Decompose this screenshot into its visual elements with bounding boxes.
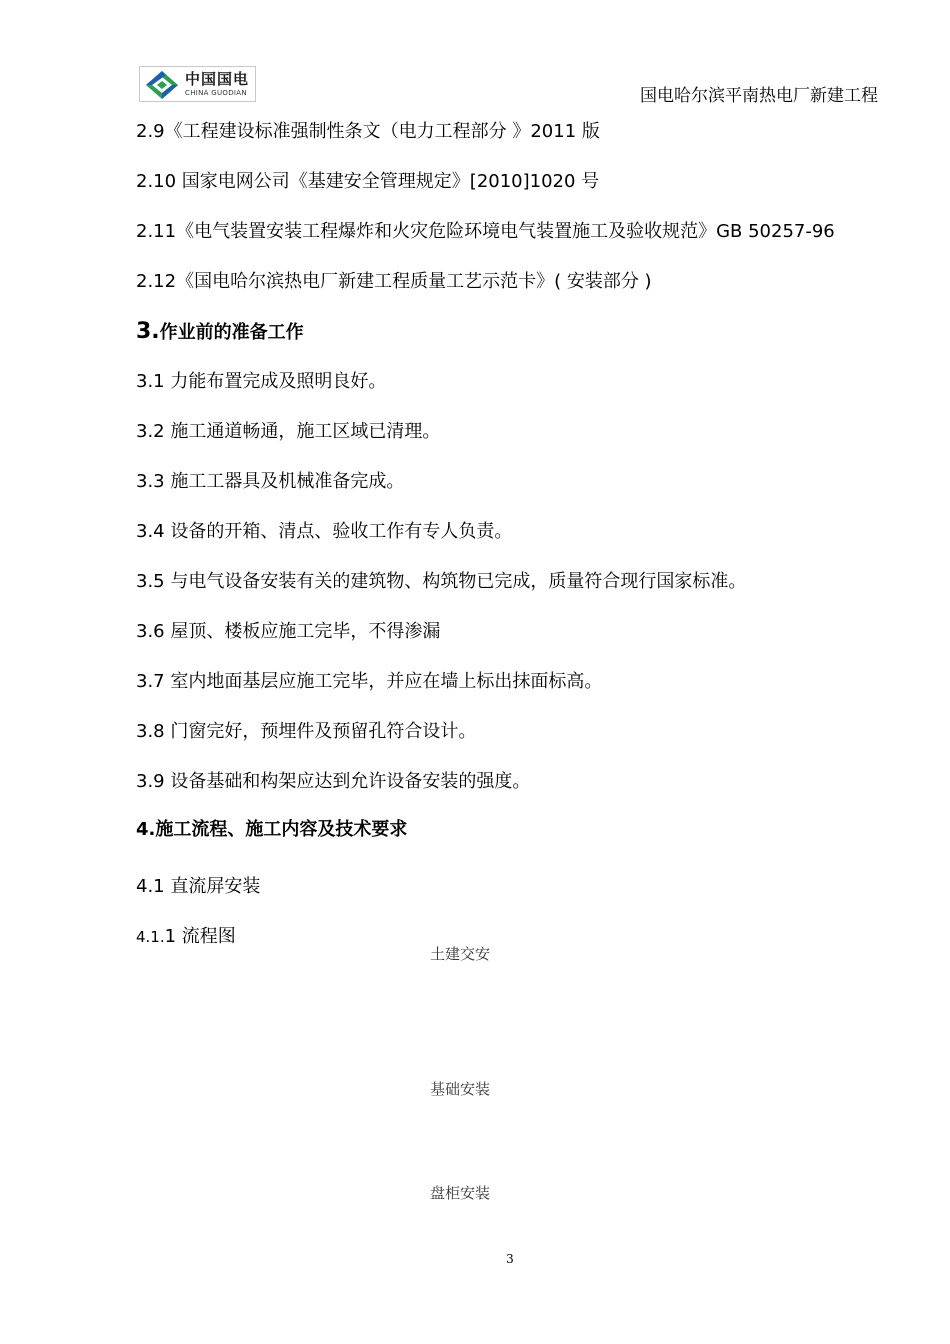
prep-item: 3.7 室内地面基层应施工完毕，并应在墙上标出抹面标高。 xyxy=(136,671,603,692)
logo-chinese-name: 中国国电 xyxy=(185,70,250,88)
page-number: 3 xyxy=(506,1252,514,1266)
guodian-logo-icon xyxy=(142,69,182,101)
flow-step-civil-handover: 土建交安 xyxy=(429,945,490,963)
flow-step-cabinet-install: 盘柜安装 xyxy=(429,1184,490,1202)
prep-item: 3.6 屋顶、楼板应施工完毕，不得渗漏 xyxy=(136,621,441,642)
company-logo xyxy=(139,66,256,102)
reference-item: 2.10 国家电网公司《基建安全管理规定》[2010]1020 号 xyxy=(136,171,600,192)
prep-item: 3.2 施工通道畅通，施工区域已清理。 xyxy=(136,421,441,442)
subsection-4-1-1 xyxy=(136,925,236,949)
section-3-number: 3. xyxy=(136,319,160,344)
reference-item: 2.9《工程建设标准强制性条文（电力工程部分 》2011 版 xyxy=(136,121,600,142)
reference-item: 2.12《国电哈尔滨热电厂新建工程质量工艺示范卡》( 安装部分 ) xyxy=(136,271,652,292)
subsection-4-1-1-number: 4.1. xyxy=(136,928,165,946)
flow-step-foundation-install: 基础安装 xyxy=(429,1080,490,1098)
section-3-heading xyxy=(136,320,304,345)
subsection-4-1: 4.1 直流屏安装 xyxy=(136,876,261,897)
logo-english-name: CHINA GUODIAN xyxy=(185,89,247,97)
subsection-4-1-1-text: 1 流程图 xyxy=(164,926,236,947)
prep-item: 3.9 设备基础和构架应达到允许设备安装的强度。 xyxy=(136,771,531,792)
prep-item: 3.8 门窗完好，预埋件及预留孔符合设计。 xyxy=(136,721,477,742)
prep-item: 3.5 与电气设备安装有关的建筑物、构筑物已完成，质量符合现行国家标准。 xyxy=(136,571,747,592)
prep-item: 3.3 施工工器具及机械准备完成。 xyxy=(136,471,405,492)
header-divider xyxy=(136,110,878,111)
prep-item: 3.4 设备的开箱、清点、验收工作有专人负责。 xyxy=(136,521,513,542)
section-4-heading: 4.施工流程、施工内容及技术要求 xyxy=(136,819,408,840)
project-title: 国电哈尔滨平南热电厂新建工程 xyxy=(640,86,878,106)
prep-item: 3.1 力能布置完成及照明良好。 xyxy=(136,371,387,392)
reference-item: 2.11《电气装置安装工程爆炸和火灾危险环境电气装置施工及验收规范》GB 50257-96 xyxy=(136,221,835,242)
section-3-title: 作业前的准备工作 xyxy=(159,322,304,343)
